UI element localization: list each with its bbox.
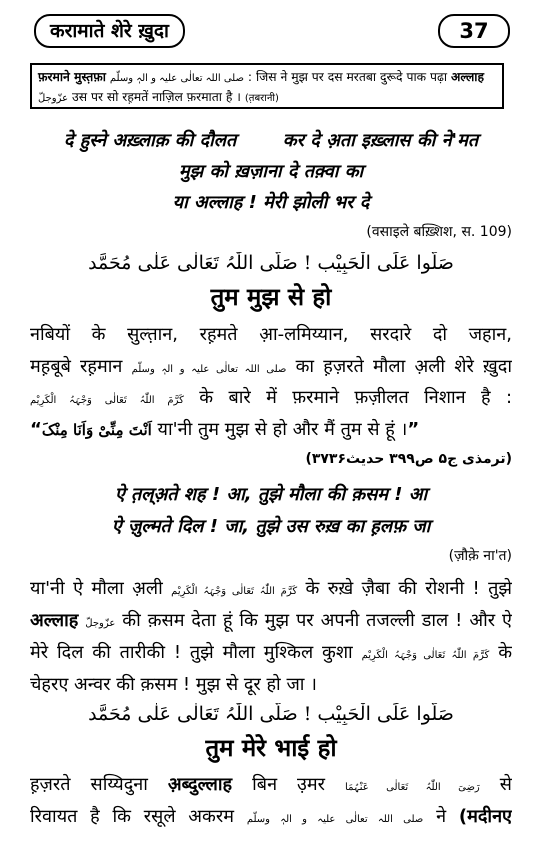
- paragraph2-line-1: [30, 576, 512, 600]
- paragraph2-line-2-text: की क़सम देता हूं कि मुझ पर अपनी तजल्ली डाल ! और ऐ: [122, 610, 512, 631]
- section2-line-1b: बिन उ़मर: [252, 774, 326, 795]
- section1-reference: (ترمذی ج۵ ص۳۹۹ حدیث۳۷۳۶): [305, 451, 512, 467]
- poem1-line-1b: कर दे अ़ता इख़्लास की ने'मत: [282, 130, 479, 151]
- paragraph2-line-2: [30, 608, 512, 632]
- farmaan-box: [30, 63, 504, 109]
- poem1-line-1a: दे हुस्ने अख़्लाक़ की दौलत: [63, 130, 237, 151]
- hadith-arabic: اَنْتَ مِنِّیْ وَاَنَا مِنْکَ: [41, 421, 152, 439]
- page-number: 37: [438, 14, 510, 48]
- poem1-line-3: या अल्लाह ! मेरी झोली भर दे: [172, 192, 370, 213]
- section1-heading: तुम मुझ से हो: [210, 283, 332, 311]
- salat-line-2: صَلُّوا عَلَی الْحَبِیْب ! صَلَّی اللّٰہُ تَعَالٰی عَلٰی مُحَمَّد: [88, 703, 454, 725]
- section1-line-2b: का ह़ज़रते मौला अ़ली शेरे ख़ुदा: [295, 356, 512, 377]
- page-header: [14, 12, 524, 52]
- section2-line-2c: (मदीनए: [458, 806, 512, 827]
- poem2-source: (ज़ौक़े ना'त): [448, 548, 512, 564]
- farmaan-title: फ़रमाने मुस्त़फ़ा: [38, 70, 106, 84]
- paragraph2-allah: अल्लाह: [30, 610, 79, 631]
- paragraph2-line-3a: मेरे दिल की तारीकी ! तुझे मौला मुश्किल कुशा: [30, 642, 353, 663]
- karam-arabic-2: کَرَّمَ اللّٰہُ تَعَالٰی وَجْہَہُ الْکَرِیْم: [171, 586, 298, 597]
- paragraph2-line-1a: या'नी ऐ मौला अ़ली: [30, 578, 163, 599]
- poem2-line-1: ऐ त़ल्अ़ते शह ! आ, तुझे मौला की क़सम ! आ: [114, 484, 428, 505]
- azza-arabic-2: عزّوجلّ: [85, 618, 116, 629]
- salat-line-1: صَلُّوا عَلَی الْحَبِیْب ! صَلَّی اللّٰہُ تَعَالٰی عَلٰی مُحَمَّد: [88, 252, 454, 274]
- section2-line-2: [30, 804, 512, 828]
- section2-heading: तुम मेरे भाई हो: [205, 734, 337, 762]
- poem1-line-2: मुझ को ख़ज़ाना दे तक़्वा का: [178, 161, 364, 182]
- radi-arabic: رَضِیَ اللّٰہُ تَعَالٰی عَنْہُمَا: [345, 782, 480, 793]
- farmaan-text-2: उस पर सो रह़मतें नाज़िल फ़रमाता है ।: [72, 90, 241, 104]
- section2-line-2b: ने: [436, 806, 447, 827]
- section2-name: अ़ब्दुल्लाह: [167, 774, 233, 795]
- durood-arabic: صلی اللہ تعالٰی علیہ و الہٖ وسلّم: [109, 73, 244, 84]
- durood-arabic-2: صلی اللہ تعالٰی علیہ و الہٖ وسلّم: [131, 364, 287, 375]
- farmaan-line-1: [38, 68, 496, 88]
- karam-arabic-1: کَرَّمَ اللّٰہُ تَعَالٰی وَجْہَہُ الْکَرِیْم: [30, 395, 184, 406]
- farmaan-reference: (त़बरानी): [244, 93, 279, 104]
- karam-arabic-3: کَرَّمَ اللّٰہُ تَعَالٰی وَجْہَہُ الْکَرِیْم: [361, 650, 490, 661]
- farmaan-line-2: [38, 88, 496, 108]
- section1-line-1: नबियों के सुल्त़ान, रह़मते आ़-लमिय्यान, सरदारे दो जहान,: [30, 324, 512, 345]
- section1-line-3: [30, 385, 512, 409]
- poem1-line-1: [30, 128, 512, 152]
- section1-line-4-text: या'नी तुम मुझ से हो और मैं तुम से हूं ।: [157, 419, 408, 440]
- section2-line-1a: ह़ज़रते सय्यिदुना: [30, 774, 148, 795]
- section1-line-2a: मह़बूबे रह़मान: [30, 356, 123, 377]
- section1-line-4: “اَنْتَ مِنِّیْ وَاَنَا مِنْکَ या'नी तुम मुझ से हो और मैं तुम से हूं ।”: [30, 419, 420, 440]
- poem2-line-2: ऐ ज़ुल्मते दिल ! जा, तुझे उस रुख़ का ह़लफ़ जा: [111, 516, 431, 537]
- durood-arabic-3: صلی اللہ تعالٰی علیہ و الہٖ وسلّم: [246, 814, 424, 825]
- poem1-source: (वसाइले बख़्शिश, स. 109): [366, 224, 512, 240]
- farmaan-text-1: : जिस ने मुझ पर दस मरतबा दुरूदे पाक पढ़ा: [247, 70, 448, 84]
- paragraph2-line-4: चेहरए अन्वर की क़सम ! मुझ से दूर हो जा ।: [30, 674, 318, 695]
- section1-line-3-text: के बारे में फ़रमाने फ़ज़ीलत निशान है :: [199, 387, 512, 408]
- paragraph2-line-1b: के रुख़े ज़ैबा की रोशनी ! तुझे: [305, 578, 512, 599]
- farmaan-allah: अल्लाह: [451, 70, 485, 84]
- azza-arabic: عزّوجلّ: [38, 93, 69, 104]
- paragraph2-line-3b: के: [498, 642, 512, 663]
- section2-line-1c: से: [499, 774, 512, 795]
- book-title: करामाते शेरे ख़ुदा: [34, 14, 185, 48]
- paragraph2-line-3: [30, 640, 512, 664]
- section2-line-2a: रिवायत है कि रसूले अकरम: [30, 806, 235, 827]
- section2-line-1: [30, 772, 512, 796]
- section1-line-2: [30, 354, 512, 378]
